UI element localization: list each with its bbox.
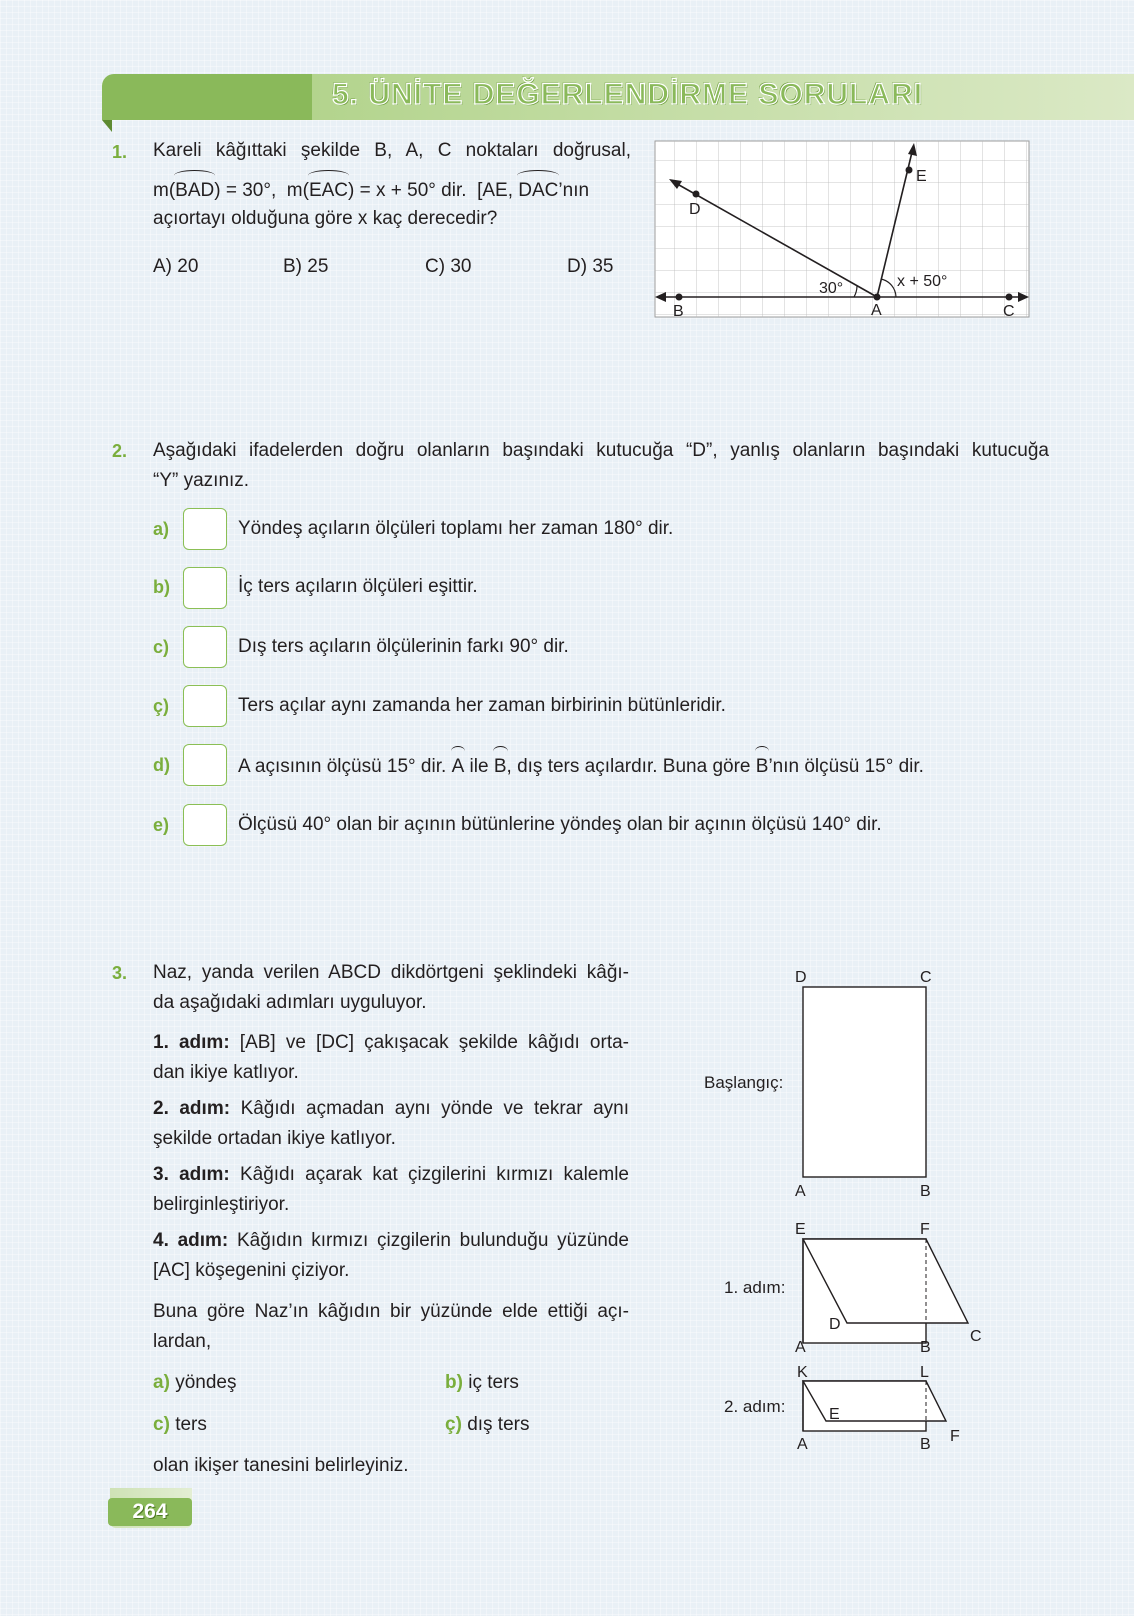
question-2-intro1: Aşağıdaki ifadelerden doğru olanların başındaki kutucuğa “D”, yanlış olanların başındaki kutucuğa — [153, 440, 1049, 461]
step1-e: E — [795, 1221, 806, 1238]
step1-f: F — [920, 1221, 930, 1238]
q3-choice-cc — [445, 1410, 530, 1440]
q1-angle-dac: DAC — [518, 174, 558, 206]
q3-choice-c — [153, 1410, 207, 1440]
q3-choice-cc-text: dış ters — [467, 1414, 530, 1435]
start-a: A — [795, 1183, 806, 1200]
q2-answer-box-d[interactable] — [183, 744, 227, 786]
q2-d-angle-b2: B — [756, 750, 769, 782]
question-3-number: 3. — [112, 963, 128, 983]
start-label: Başlangıç: — [704, 1073, 784, 1092]
q1-option-b[interactable]: B) 25 — [283, 256, 329, 277]
step2-b: B — [920, 1436, 931, 1453]
q2-answer-box-e[interactable] — [183, 804, 227, 846]
q3-step-2-line2: şekilde ortadan ikiye katlıyor. — [153, 1128, 396, 1149]
q2-answer-box-cc[interactable] — [183, 685, 227, 727]
step1-a: A — [795, 1339, 806, 1356]
q3-choice-b-text: iç ters — [468, 1372, 519, 1393]
question-1-line1: Kareli kâğıttaki şekilde B, A, C noktaları doğrusal, — [153, 140, 631, 161]
q1-eq2: ) = x + 50° dir. — [348, 180, 467, 201]
q3-step-1-line1: [AB] ve [DC] çakışacak şekilde kâğıdı orta- — [229, 1032, 629, 1053]
q3-step-4-line1: Kâğıdın kırmızı çizgilerin bulunduğu yüzünde — [228, 1230, 629, 1251]
q3-question-line2: lardan, — [153, 1331, 212, 1352]
label-30: 30° — [819, 280, 844, 297]
q1-m2: m( — [286, 180, 309, 201]
step1-c: C — [970, 1328, 982, 1345]
q3-step-2-line1: Kâğıdı açmadan aynı yönde ve tekrar aynı — [230, 1098, 629, 1119]
q3-choice-a-text: yöndeş — [175, 1372, 237, 1393]
start-d: D — [795, 969, 807, 986]
q1-angle-bad: BAD — [175, 174, 214, 206]
point-d — [693, 191, 700, 198]
q2-label-a: a) — [153, 519, 170, 539]
q1-option-c[interactable]: C) 30 — [425, 256, 472, 277]
q1-option-d[interactable]: D) 35 — [567, 256, 614, 277]
q3-step-4-label: 4. adım: — [153, 1230, 229, 1251]
label-c: C — [1003, 303, 1015, 320]
q2-statement-c: Dış ters açıların ölçülerinin farkı 90° dir. — [238, 636, 569, 657]
header-left-tab — [102, 74, 312, 120]
question-1-line3: açıortayı olduğuna göre x kaç derecedir? — [153, 208, 498, 229]
q3-step-1-line2: dan ikiye katlıyor. — [153, 1062, 299, 1083]
question-1-number: 1. — [112, 142, 128, 162]
start-b: B — [920, 1183, 931, 1200]
q3-step-3-line1: Kâğıdı açarak kat çizgilerini kırmızı kalemle — [229, 1164, 629, 1185]
start-c: C — [920, 969, 932, 986]
q3-step-2 — [153, 1094, 629, 1154]
step2-fold-flap — [803, 1381, 946, 1421]
q1-figure — [652, 138, 1034, 324]
q2-statement-a: Yöndeş açıların ölçüleri toplamı her zaman 180° dir. — [238, 518, 674, 539]
q2-statement-d — [238, 750, 924, 782]
q2-d-part1: A açısının ölçüsü 15° dir. — [238, 756, 447, 777]
q3-choice-a — [153, 1368, 236, 1398]
q2-answer-box-c[interactable] — [183, 626, 227, 668]
step1-label: 1. adım: — [724, 1278, 786, 1297]
q1-angle-eac: EAC — [309, 174, 348, 206]
q3-step-3-label: 3. adım: — [153, 1164, 230, 1185]
q1-ae: [AE, — [477, 180, 513, 201]
q3-step-4 — [153, 1226, 629, 1286]
page-number: 264 — [132, 1500, 168, 1523]
q2-label-b: b) — [153, 577, 170, 597]
q3-choice-b — [445, 1368, 519, 1398]
q1-option-a[interactable]: A) 20 — [153, 256, 199, 277]
q3-step-4-line2: [AC] köşegenini çiziyor. — [153, 1260, 350, 1281]
point-c — [1006, 294, 1013, 301]
header-bar — [102, 74, 1134, 120]
question-2-intro2: “Y” yazınız. — [153, 470, 250, 491]
label-e: E — [916, 168, 927, 185]
question-2-number: 2. — [112, 441, 128, 461]
q2-label-e: e) — [153, 815, 170, 835]
step2-e: E — [829, 1406, 840, 1423]
q3-step-1-label: 1. adım: — [153, 1032, 230, 1053]
q3-choice-cc-label: ç) — [445, 1414, 462, 1435]
label-b: B — [673, 303, 684, 320]
q1-eq1: ) = 30°, — [214, 180, 277, 201]
q2-label-d: d) — [153, 755, 170, 775]
q3-step-1 — [153, 1028, 629, 1088]
q3-step-2-label: 2. adım: — [153, 1098, 231, 1119]
step1-d: D — [829, 1316, 841, 1333]
q3-question-line1: Buna göre Naz’ın kâğıdın bir yüzünde elde ettiği açı- — [153, 1301, 629, 1322]
point-b — [676, 294, 683, 301]
q2-answer-box-a[interactable] — [183, 508, 227, 550]
step2-label: 2. adım: — [724, 1397, 786, 1416]
step2-f: F — [950, 1428, 960, 1445]
q2-statement-e: Ölçüsü 40° olan bir açının bütünlerine yöndeş olan bir açının ölçüsü 140° dir. — [238, 814, 882, 835]
q3-choice-a-label: a) — [153, 1372, 170, 1393]
q2-statement-b: İç ters açıların ölçüleri eşittir. — [238, 576, 478, 597]
q2-answer-box-b[interactable] — [183, 567, 227, 609]
q1-nin: ’nın — [558, 180, 590, 201]
label-x50: x + 50° — [897, 273, 948, 290]
q2-label-cc: ç) — [153, 696, 170, 716]
q2-d-angle-b: B — [494, 750, 507, 782]
q2-d-part3: ’nın ölçüsü 15° dir. — [768, 756, 924, 777]
q2-d-part2: , dış ters açılardır. Buna göre — [506, 756, 751, 777]
q3-figure — [690, 960, 1010, 1460]
step1-b: B — [920, 1339, 931, 1356]
step2-k: K — [797, 1364, 808, 1381]
label-a: A — [871, 302, 882, 319]
question-3-intro2: da aşağıdaki adımları uyguluyor. — [153, 992, 427, 1013]
start-rectangle — [803, 987, 926, 1177]
point-a — [874, 294, 881, 301]
q3-step-3 — [153, 1160, 629, 1220]
question-1-line2 — [153, 174, 589, 206]
q2-d-angle-a: A — [452, 750, 465, 782]
q3-closing: olan ikişer tanesini belirleyiniz. — [153, 1455, 409, 1476]
q3-choice-c-text: ters — [175, 1414, 207, 1435]
label-d: D — [689, 201, 701, 218]
q3-choice-b-label: b) — [445, 1372, 463, 1393]
page-title: 5. ÜNİTE DEĞERLENDİRME SORULARI — [332, 78, 924, 111]
q1-m1: m( — [153, 180, 176, 201]
header-fold — [102, 120, 112, 132]
q3-step-3-line2: belirginleştiriyor. — [153, 1194, 290, 1215]
question-3-intro1: Naz, yanda verilen ABCD dikdörtgeni şeklindeki kâğı- — [153, 962, 629, 983]
step2-a: A — [797, 1436, 808, 1453]
q2-statement-cc: Ters açılar aynı zamanda her zaman birbirinin bütünleridir. — [238, 695, 726, 716]
q3-choice-c-label: c) — [153, 1414, 170, 1435]
point-e — [906, 167, 913, 174]
q2-label-c: c) — [153, 637, 170, 657]
step2-l: L — [920, 1364, 929, 1381]
q2-d-ile: ile — [469, 756, 489, 777]
